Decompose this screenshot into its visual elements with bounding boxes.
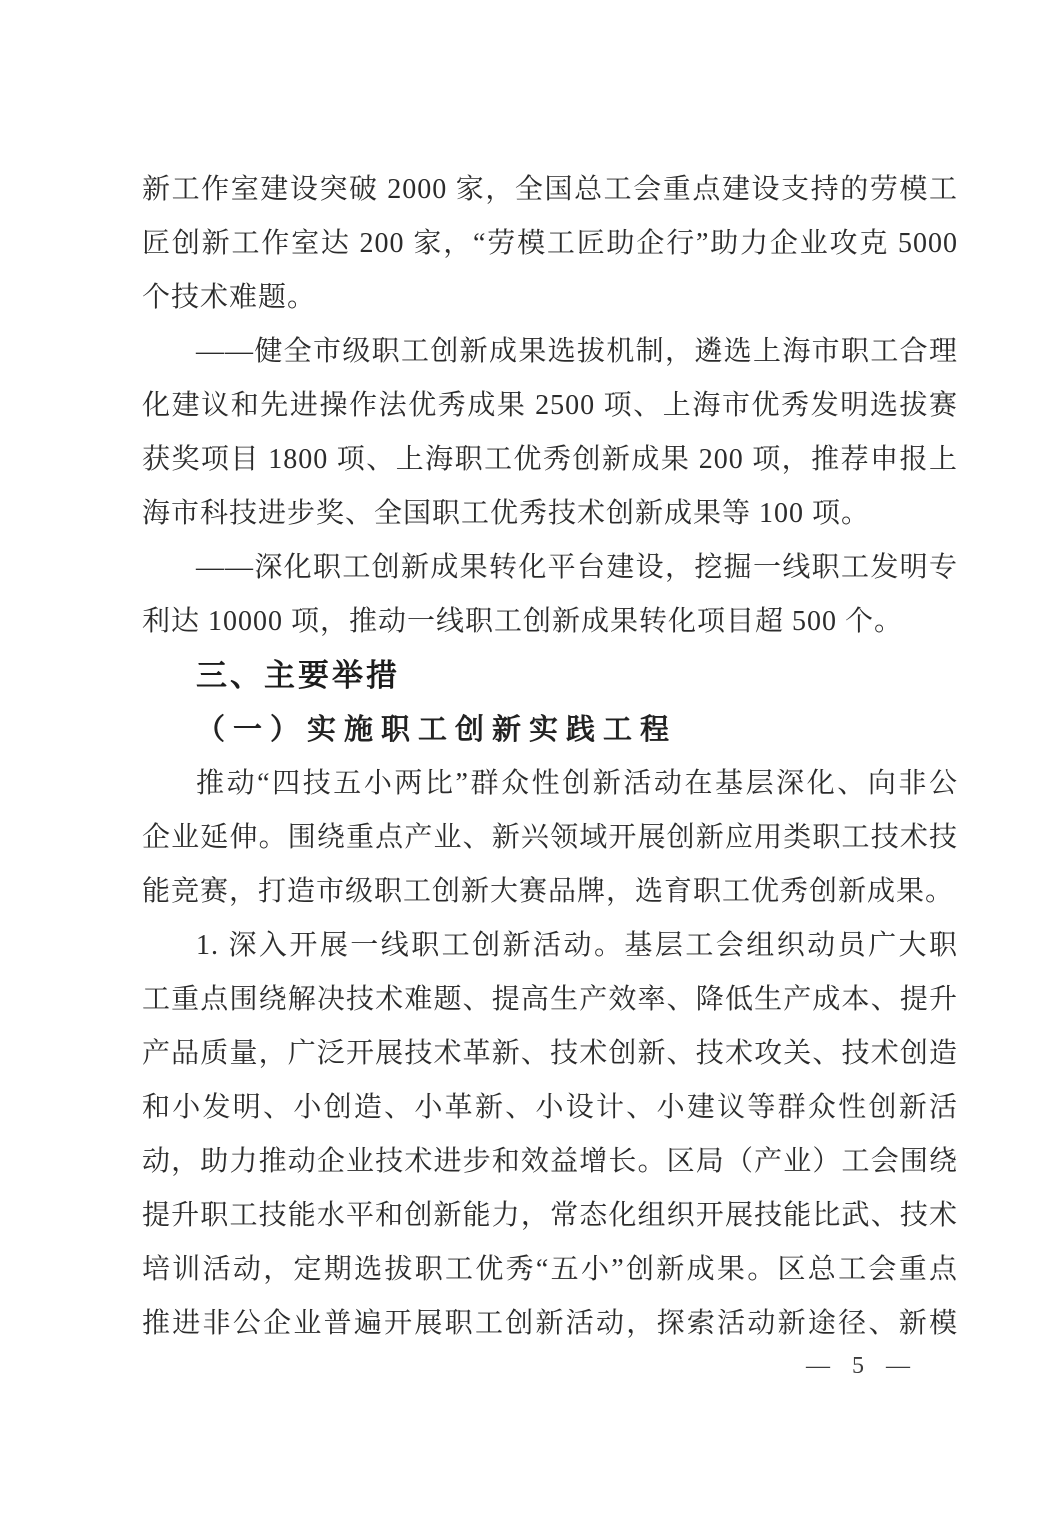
text-line: 能竞赛，打造市级职工创新大赛品牌，选育职工优秀创新成果。 — [142, 876, 955, 907]
text-line: 和小发明、小创造、小革新、小设计、小建议等群众性创新活 — [142, 1092, 958, 1123]
page-number: — 5 — — [806, 1353, 913, 1379]
text-line: 工重点围绕解决技术难题、提高生产效率、降低生产成本、提升 — [142, 984, 958, 1015]
subsection-heading-innovation-practice — [142, 703, 958, 757]
text-line: 推进非公企业普遍开展职工创新活动，探索活动新途径、新模 — [142, 1308, 958, 1339]
subsection-heading: （一）实施职工创新实践工程 — [196, 714, 678, 746]
text-line: 产品质量，广泛开展技术革新、技术创新、技术攻关、技术创造 — [142, 1038, 958, 1069]
text-line: 培训活动，定期选拔职工优秀“五小”创新成果。区总工会重点 — [142, 1254, 958, 1285]
text-line: 化建议和先进操作法优秀成果 2500 项、上海市优秀发明选拔赛 — [142, 390, 958, 421]
text-line: 利达 10000 项，推动一线职工创新成果转化项目超 500 个。 — [142, 606, 904, 637]
text-line: ——健全市级职工创新成果选拔机制，遴选上海市职工合理 — [196, 336, 958, 367]
section-heading-main-measures — [142, 649, 958, 703]
text-line: 获奖项目 1800 项、上海职工优秀创新成果 200 项，推荐申报上 — [142, 444, 958, 475]
paragraph-mass-innovation — [142, 757, 958, 919]
paragraph-frontline-innovation — [142, 919, 958, 1351]
text-line: 推动“四技五小两比”群众性创新活动在基层深化、向非公 — [196, 768, 958, 799]
text-line: 个技术难题。 — [142, 282, 317, 313]
text-line: 海市科技进步奖、全国职工优秀技术创新成果等 100 项。 — [142, 498, 871, 529]
paragraph-transformation-platform — [142, 541, 958, 649]
text-line: ——深化职工创新成果转化平台建设，挖掘一线职工发明专 — [196, 552, 958, 583]
text-line: 1. 深入开展一线职工创新活动。基层工会组织动员广大职 — [196, 930, 958, 961]
section-heading: 三、主要举措 — [196, 658, 400, 693]
text-line: 企业延伸。围绕重点产业、新兴领域开展创新应用类职工技术技 — [142, 822, 958, 853]
text-line: 新工作室建设突破 2000 家，全国总工会重点建设支持的劳模工 — [142, 174, 958, 205]
text-line: 匠创新工作室达 200 家，“劳模工匠助企行”助力企业攻克 5000 — [142, 228, 958, 259]
text-line: 提升职工技能水平和创新能力，常态化组织开展技能比武、技术 — [142, 1200, 958, 1231]
paragraph-selection-mechanism — [142, 325, 958, 541]
paragraph-workshop-stats — [142, 163, 958, 325]
document-body — [142, 163, 958, 1351]
text-line: 动，助力推动企业技术进步和效益增长。区局（产业）工会围绕 — [142, 1146, 958, 1177]
